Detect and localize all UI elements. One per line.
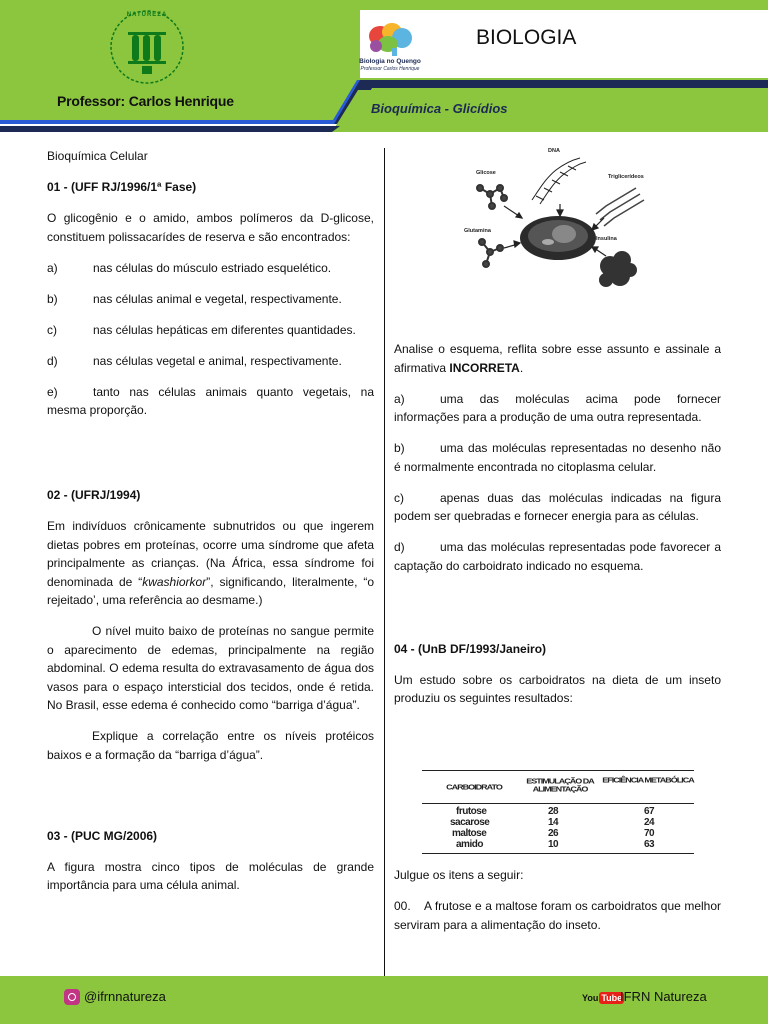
table-cell: 24 <box>644 817 655 828</box>
table-cell: frutose <box>456 806 487 817</box>
animal-cell-icon <box>520 216 596 260</box>
cell-molecules-diagram <box>460 144 660 296</box>
page-header <box>0 0 768 140</box>
question-1-heading: 01 - (UFF RJ/1996/1ª Fase) <box>47 180 197 194</box>
label-glicose: Glicose <box>476 170 496 176</box>
brand-subtitle: Professor Carlos Henrique <box>360 66 420 72</box>
question-1-option-c: c) nas células hepáticas em diferentes quantidades. <box>47 322 356 337</box>
question-1-stem: O glicogênio e o amido, ambos polímeros da D-glicose, constituem polissacarídes de reserva e são encontrados: <box>47 211 374 244</box>
school-logo <box>108 8 186 86</box>
question-1-option-d: d) nas células vegetal e animal, respectivamente. <box>47 353 342 368</box>
page-footer <box>0 976 768 1024</box>
label-dna: DNA <box>548 148 560 154</box>
question-3-option-c: c) apenas duas das moléculas indicadas na figura podem ser quebradas e fornecer energia para as células. <box>394 490 721 523</box>
question-4-item-00: 00. A frutose e a maltose foram os carboidratos que melhor serviram para a alimentação do inseto. <box>394 899 721 932</box>
section-title: Bioquímica Celular <box>47 149 148 163</box>
label-triglicerideos: Triglicerídeos <box>608 174 644 180</box>
question-1-option-b: b) nas células animal e vegetal, respectivamente. <box>47 291 342 306</box>
brand-logo <box>352 20 428 76</box>
spacer <box>394 588 721 640</box>
table-cell: 63 <box>644 839 655 850</box>
topic-title: Bioquímica - Glicídios <box>371 101 508 116</box>
table-cell: sacarose <box>450 817 490 828</box>
question-3-option-a: a) uma das moléculas acima pode fornecer informações para a produção de uma outra representada. <box>394 391 721 424</box>
table-cell: maltose <box>452 828 487 839</box>
lab-flask-logo-icon <box>108 8 186 86</box>
question-4-judge: Julgue os itens a seguir: <box>394 868 524 882</box>
spacer <box>47 432 374 486</box>
question-2-paragraph-1: Em indivíduos crônicamente subnutridos ou que ingerem dietas pobres em proteínas, ocorre uma síndrome que afeta principalmente as crianças. (Na África, essa síndrome foi denominada de “kwashiorkor”, significando, literalmente, “o rejeitado’, uma referência ao desmame.) <box>47 519 374 607</box>
question-2-paragraph-3: Explique a correlação entre os níveis protéicos baixos e a formação da “barriga d’água”. <box>47 729 374 762</box>
table-cell: 26 <box>548 828 559 839</box>
table-header-estimulacao: ESTIMULAÇÃO DA ALIMENTAÇÃO <box>526 777 594 793</box>
triglyceride-molecule-icon <box>596 188 644 226</box>
question-4-stem: Um estudo sobre os carboidratos na dieta de um inseto produziu os seguintes resultados: <box>394 672 721 705</box>
insulin-protein-icon <box>599 251 637 287</box>
table-cell: amido <box>456 839 483 850</box>
question-1-option-a: a) nas células do músculo estriado esquelético. <box>47 260 332 275</box>
table-header-eficiencia: EFICIÊNCIA METABÓLICA <box>602 776 694 784</box>
logo-caption: NATUREZA <box>126 12 168 18</box>
subject-title: BIOLOGIA <box>476 26 577 49</box>
professor-name: Professor: Carlos Henrique <box>57 93 234 109</box>
table-cell: 14 <box>548 817 559 828</box>
question-3-stem: A figura mostra cinco tipos de moléculas de grande importância para uma célula animal. <box>47 859 374 892</box>
question-3-option-d: d) uma das moléculas representadas pode favorecer a captação do carboidrato indicado no esquema. <box>394 540 721 573</box>
column-divider <box>384 148 385 976</box>
question-3-option-b: b) uma das moléculas representadas no desenho não é normalmente encontrada no citoplasma celular. <box>394 441 721 474</box>
question-2-heading: 02 - (UFRJ/1994) <box>47 488 141 502</box>
brand-title: Biologia no Quengo <box>359 58 421 65</box>
cell-diagram-figure <box>460 144 660 296</box>
left-column <box>47 147 374 907</box>
table-cell: 28 <box>548 806 559 817</box>
question-3-prompt: Analise o esquema, reflita sobre esse assunto e assinale a afirmativa INCORRETA. <box>394 342 721 375</box>
question-4-heading: 04 - (UnB DF/1993/Janeiro) <box>394 641 547 656</box>
table-cell: 70 <box>644 828 655 839</box>
label-glutamina: Glutamina <box>464 228 491 234</box>
youtube-channel[interactable]: IFRN Natureza <box>620 989 707 1004</box>
carbohydrate-results-table <box>422 770 694 854</box>
question-1-option-e: e) tanto nas células animais quanto vegetais, na mesma proporção. <box>47 384 374 417</box>
question-3-heading: 03 - (PUC MG/2006) <box>47 828 158 843</box>
glutamine-molecule-icon <box>479 239 503 267</box>
question-2-paragraph-2: O nível muito baixo de proteínas no sangue permite o aparecimento de edemas, principalmente na região abdominal. O edema resulta do extravasamento de água dos vasos para o espaço intersticial dos tecidos, onde é retida. No Brasil, esse edema é conhecido como “barriga d’água”. <box>47 624 374 712</box>
table-cell: 10 <box>548 839 559 850</box>
table-cell: 67 <box>644 806 655 817</box>
instagram-handle[interactable]: @ifrnnatureza <box>84 989 166 1004</box>
right-column <box>394 340 721 720</box>
spacer <box>47 777 374 827</box>
label-insulina: Insulina <box>596 236 617 242</box>
youtube-icon: You Tube <box>582 992 623 1003</box>
table-header-rule <box>422 803 694 804</box>
table-header-carboidrato: CARBOIDRATO <box>446 783 502 791</box>
glucose-molecule-icon <box>477 185 507 209</box>
question-4-items <box>394 866 721 947</box>
instagram-icon <box>64 989 80 1005</box>
dna-helix-icon <box>532 158 586 204</box>
colorful-brain-icon <box>352 20 428 58</box>
